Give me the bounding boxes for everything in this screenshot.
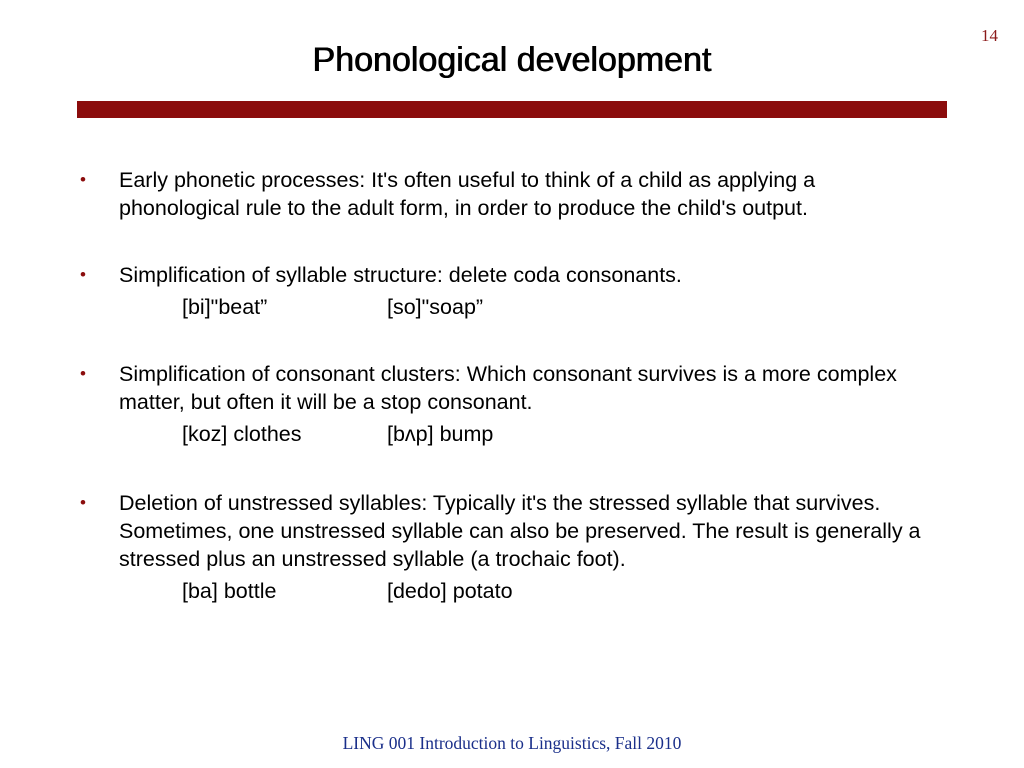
- bullet-text: Deletion of unstressed syllables: Typically it's the stressed syllable that survives. Sometimes, one unstressed syllable can also be preserved. The result is generally a stressed plus an unstressed syllable (a trochaic foot).: [119, 491, 921, 571]
- bullet-item: [80, 489, 940, 573]
- example-word: [ba] bottle: [182, 579, 277, 603]
- example-row: [80, 577, 940, 605]
- title-divider: [77, 101, 947, 118]
- bullet-text: Early phonetic processes: It's often useful to think of a child as applying a phonological rule to the adult form, in order to produce the child's output.: [119, 168, 816, 220]
- example-word: [so]"soap”: [387, 295, 484, 319]
- bullet-icon: •: [80, 170, 86, 189]
- slide-number: 14: [981, 26, 998, 45]
- example-word: [dedo] potato: [387, 579, 513, 603]
- example-word: [koz] clothes: [182, 422, 302, 446]
- example-row: [80, 293, 940, 321]
- bullet-item: [80, 166, 940, 222]
- bullet-text: Simplification of consonant clusters: Which consonant survives is a more complex matter, but often it will be a stop consonant.: [119, 362, 897, 414]
- example-row: [80, 420, 940, 448]
- bullet-item: [80, 360, 940, 416]
- example-word: [bʌp] bump: [387, 422, 494, 446]
- bullet-icon: •: [80, 265, 86, 284]
- bullet-item: [80, 261, 940, 289]
- slide-content: [80, 166, 940, 605]
- bullet-icon: •: [80, 364, 86, 383]
- bullet-icon: •: [80, 493, 86, 512]
- bullet-text: Simplification of syllable structure: delete coda consonants.: [119, 263, 682, 287]
- example-word: [bi]"beat”: [182, 295, 268, 319]
- slide-title: Phonological development: [312, 41, 712, 79]
- slide-footer: LING 001 Introduction to Linguistics, Fall 2010: [342, 733, 682, 753]
